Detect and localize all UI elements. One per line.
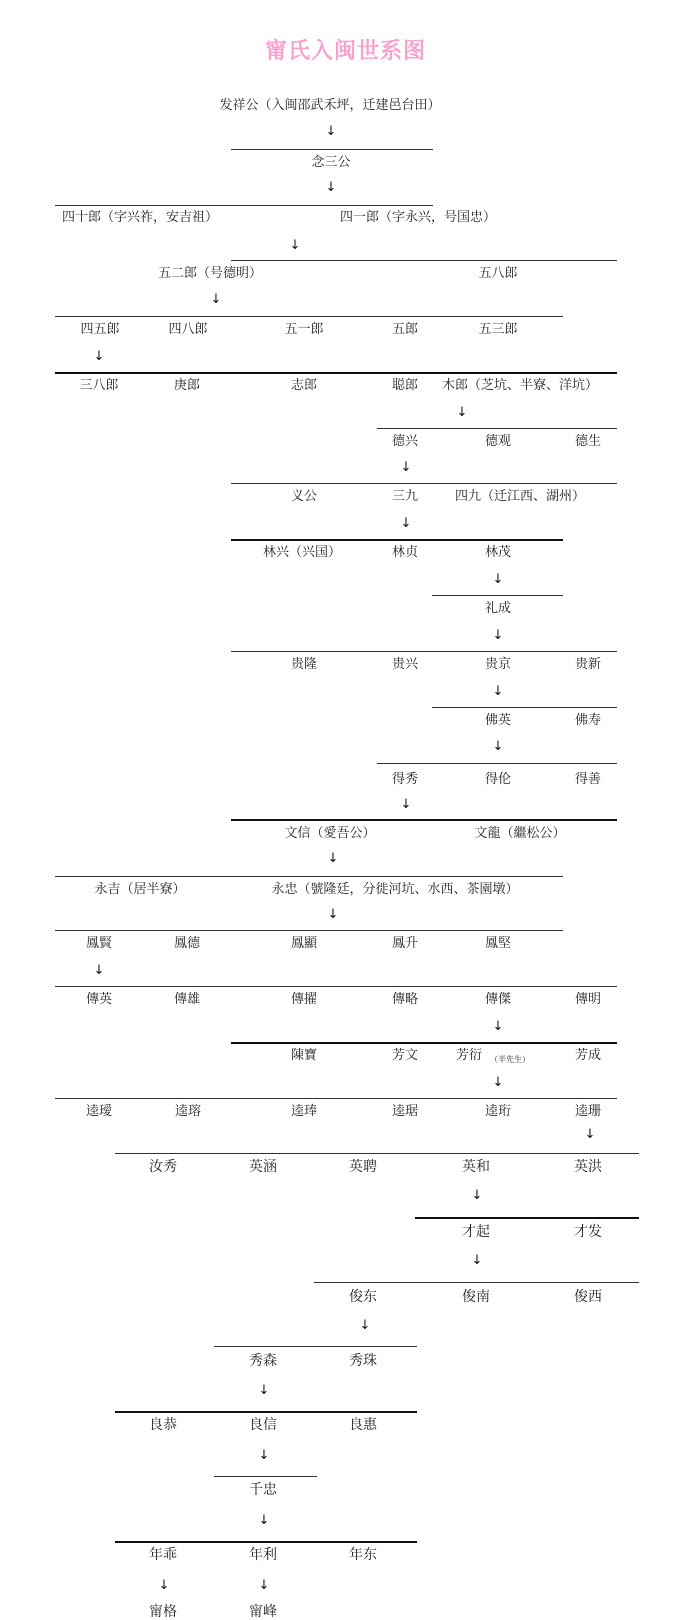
- generation-line: [55, 372, 617, 374]
- generation-line: [231, 539, 563, 541]
- generation-line: [231, 483, 617, 484]
- person-name: 鳳堅: [484, 936, 512, 951]
- descent-arrow: ↓: [492, 739, 504, 754]
- person-name: 才发: [574, 1224, 602, 1240]
- person-name: 汝秀: [149, 1159, 177, 1175]
- descent-arrow: ↓: [158, 1578, 170, 1593]
- generation-line: [377, 763, 617, 764]
- person-name: 年东: [349, 1547, 377, 1563]
- generation-line: [214, 1476, 317, 1477]
- person-name: 千忠: [249, 1482, 277, 1498]
- generation-line: [432, 707, 617, 708]
- person-name: 得善: [574, 772, 602, 787]
- generation-line: [115, 1411, 417, 1413]
- person-name: 林兴（兴国）: [262, 545, 342, 560]
- person-name: 逵珩: [484, 1104, 512, 1119]
- person-name: 永忠（號隆廷，分徙河坑、水西、茶園墩）: [271, 882, 519, 897]
- descent-arrow: ↓: [93, 963, 105, 978]
- descent-arrow: ↓: [471, 1188, 483, 1203]
- descent-arrow: ↓: [492, 628, 504, 643]
- generation-line: [55, 986, 617, 987]
- descent-arrow: ↓: [492, 572, 504, 587]
- person-name: 傳略: [391, 992, 419, 1007]
- person-name: 俊西: [574, 1289, 602, 1305]
- generation-line: [231, 651, 617, 652]
- generation-line: [432, 595, 563, 596]
- person-name: 逵琫: [290, 1104, 318, 1119]
- person-name: 傳傑: [484, 992, 512, 1007]
- person-name: 秀森: [249, 1353, 277, 1369]
- person-name: 秀珠: [349, 1353, 377, 1369]
- person-name: 礼成: [484, 601, 512, 616]
- person-name: 文龍（繼松公）: [474, 826, 566, 841]
- person-name: 英聘: [349, 1159, 377, 1175]
- person-name: 四五郎: [80, 322, 120, 337]
- descent-arrow: ↓: [210, 292, 222, 307]
- person-name: 良恭: [149, 1417, 177, 1433]
- descent-arrow: ↓: [400, 797, 412, 812]
- descent-arrow: ↓: [492, 1075, 504, 1090]
- person-name: 英和: [462, 1159, 490, 1175]
- generation-line: [415, 1217, 639, 1219]
- person-name: 芳成: [574, 1048, 602, 1063]
- person-name: 贵京: [484, 657, 512, 672]
- person-name: 永吉（居半寮）: [94, 882, 186, 897]
- descent-arrow: ↓: [359, 1318, 371, 1333]
- descent-arrow: ↓: [400, 516, 412, 531]
- person-name: 英洪: [574, 1159, 602, 1175]
- person-name: 良惠: [349, 1417, 377, 1433]
- person-name: 佛英: [484, 713, 512, 728]
- descent-arrow: ↓: [327, 851, 339, 866]
- descent-arrow: ↓: [258, 1448, 270, 1463]
- person-name: 念三公: [311, 155, 351, 170]
- person-name: 逵璦: [85, 1104, 113, 1119]
- generation-line: [55, 316, 563, 317]
- person-name: 贵兴: [391, 657, 419, 672]
- generation-line: [115, 1541, 417, 1543]
- generation-line: [55, 930, 563, 931]
- person-name: 俊南: [462, 1289, 490, 1305]
- person-name: 芳文: [391, 1048, 419, 1063]
- generation-line: [214, 1346, 417, 1347]
- annotation-note: （半先生）: [490, 1055, 530, 1064]
- descent-arrow: ↓: [471, 1253, 483, 1268]
- descent-arrow: ↓: [327, 907, 339, 922]
- generation-line: [231, 149, 433, 150]
- person-name: 德兴: [391, 434, 419, 449]
- descent-arrow: ↓: [584, 1127, 596, 1142]
- person-name: 木郎（芝坑、半寮、洋坑）: [441, 378, 599, 393]
- person-name: 聪郎: [391, 378, 419, 393]
- person-name: 鳳賢: [85, 936, 113, 951]
- generation-line: [55, 205, 433, 206]
- person-name: 逵琚: [391, 1104, 419, 1119]
- generation-line: [231, 819, 617, 821]
- person-name: 五八郎: [478, 266, 518, 281]
- person-name: 傳英: [85, 992, 113, 1007]
- person-name: 庚郎: [173, 378, 201, 393]
- person-name: 甯峰: [249, 1604, 277, 1620]
- person-name: 英涵: [249, 1159, 277, 1175]
- descent-arrow: ↓: [93, 349, 105, 364]
- descent-arrow: ↓: [492, 684, 504, 699]
- person-name: 林贞: [391, 545, 419, 560]
- descent-arrow: ↓: [325, 180, 337, 195]
- person-name: 五二郎（号德明）: [157, 266, 263, 281]
- person-name: 逵瑢: [174, 1104, 202, 1119]
- person-name: 五三郎: [478, 322, 518, 337]
- descent-arrow: ↓: [400, 460, 412, 475]
- person-name: 陳寶: [290, 1048, 318, 1063]
- person-name: 四十郎（字兴祚，安吉祖）: [61, 210, 219, 225]
- generation-line: [314, 1282, 639, 1283]
- person-name: 俊东: [349, 1289, 377, 1305]
- person-name: 四九（迁江西、湖州）: [454, 489, 586, 504]
- person-name: 义公: [290, 489, 318, 504]
- person-name: 良信: [249, 1417, 277, 1433]
- person-name: 德观: [484, 434, 512, 449]
- generation-line: [231, 1042, 617, 1044]
- person-name: 五郎: [391, 322, 419, 337]
- person-name: 芳衍: [455, 1048, 483, 1063]
- person-name: 五一郎: [284, 322, 324, 337]
- person-name: 傳擢: [290, 992, 318, 1007]
- person-name: 佛寿: [574, 713, 602, 728]
- person-name: 发祥公（入闽邵武禾坪，迁建邑台田）: [219, 98, 441, 113]
- person-name: 文信（愛吾公）: [284, 826, 376, 841]
- descent-arrow: ↓: [456, 405, 468, 420]
- person-name: 志郎: [290, 378, 318, 393]
- generation-line: [231, 260, 617, 261]
- person-name: 四一郎（字永兴，号国忠）: [339, 210, 497, 225]
- generation-line: [115, 1153, 639, 1154]
- person-name: 得秀: [391, 772, 419, 787]
- person-name: 甯格: [149, 1604, 177, 1620]
- person-name: 贵新: [574, 657, 602, 672]
- person-name: 德生: [574, 434, 602, 449]
- person-name: 年乖: [149, 1547, 177, 1563]
- descent-arrow: ↓: [258, 1383, 270, 1398]
- person-name: 鳳德: [173, 936, 201, 951]
- person-name: 鳳顯: [290, 936, 318, 951]
- generation-line: [377, 428, 617, 429]
- person-name: 得伦: [484, 772, 512, 787]
- generation-line: [55, 1098, 617, 1099]
- descent-arrow: ↓: [325, 124, 337, 139]
- descent-arrow: ↓: [258, 1513, 270, 1528]
- chart-title: 甯氏入闽世系图: [264, 39, 426, 64]
- descent-arrow: ↓: [289, 238, 301, 253]
- person-name: 年利: [249, 1547, 277, 1563]
- person-name: 鳳升: [391, 936, 419, 951]
- person-name: 三九: [391, 489, 419, 504]
- generation-line: [55, 876, 563, 877]
- person-name: 四八郎: [168, 322, 208, 337]
- person-name: 三八郎: [79, 378, 119, 393]
- person-name: 傳明: [574, 992, 602, 1007]
- descent-arrow: ↓: [492, 1019, 504, 1034]
- person-name: 林茂: [484, 545, 512, 560]
- person-name: 逵珊: [574, 1104, 602, 1119]
- person-name: 贵隆: [290, 657, 318, 672]
- person-name: 傳雄: [173, 992, 201, 1007]
- person-name: 才起: [462, 1224, 490, 1240]
- descent-arrow: ↓: [258, 1578, 270, 1593]
